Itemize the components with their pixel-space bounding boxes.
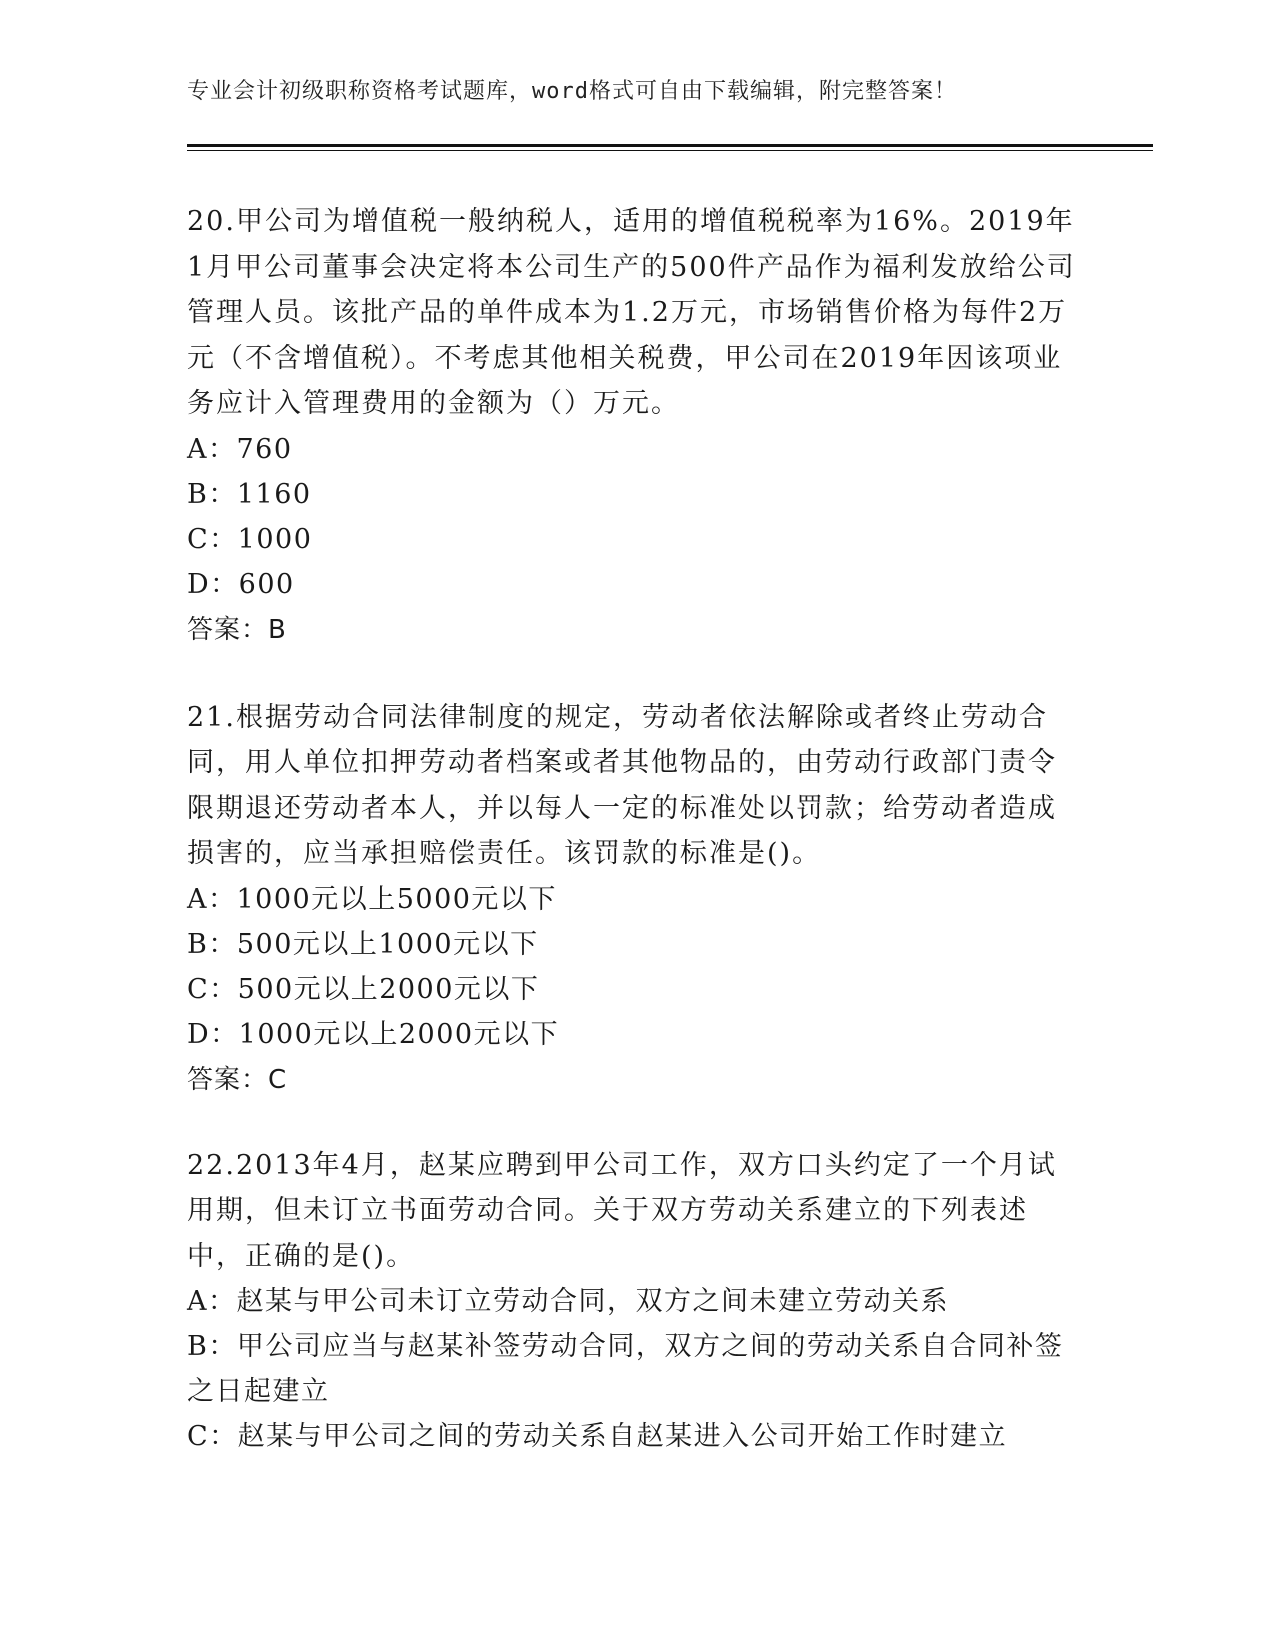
question-22 — [187, 1143, 1077, 1460]
option-c: C：500元以上2000元以下 — [187, 973, 540, 1005]
page-header: 专业会计初级职称资格考试题库，word格式可自由下载编辑，附完整答案！ — [187, 79, 957, 104]
question-spacer — [187, 1103, 1077, 1143]
option-d: D：600 — [187, 568, 295, 600]
answer-line: 答案：B — [187, 614, 287, 645]
option-b: B：1160 — [187, 478, 312, 510]
question-20 — [187, 199, 1077, 653]
option-d: D：1000元以上2000元以下 — [187, 1018, 560, 1050]
question-stem: 21.根据劳动合同法律制度的规定，劳动者依法解除或者终止劳动合同，用人单位扣押劳动者档案或者其他物品的，由劳动行政部门责令限期退还劳动者本人，并以每人一定的标准处以罚款；给劳动者造成损害的，应当承担赔偿责任。该罚款的标准是()。 — [187, 701, 1057, 869]
option-b: B：甲公司应当与赵某补签劳动合同，双方之间的劳动关系自合同补签之日起建立 — [187, 1331, 1064, 1407]
option-c: C：1000 — [187, 523, 313, 555]
option-b: B：500元以上1000元以下 — [187, 928, 539, 960]
header-divider — [187, 144, 1153, 151]
option-a: A：赵某与甲公司未订立劳动合同，双方之间未建立劳动关系 — [187, 1286, 949, 1317]
question-list — [187, 199, 1077, 1459]
option-a: A：1000元以上5000元以下 — [187, 883, 557, 915]
question-stem: 22.2013年4月，赵某应聘到甲公司工作，双方口头约定了一个月试用期，但未订立书面劳动合同。关于双方劳动关系建立的下列表述中，正确的是()。 — [187, 1149, 1057, 1272]
option-c: C：赵某与甲公司之间的劳动关系自赵某进入公司开始工作时建立 — [187, 1421, 1008, 1452]
option-a: A：760 — [187, 433, 293, 465]
answer-line: 答案：C — [187, 1064, 288, 1095]
question-21 — [187, 695, 1077, 1103]
question-spacer — [187, 653, 1077, 695]
question-stem: 20.甲公司为增值税一般纳税人，适用的增值税税率为16%。2019年1月甲公司董事会决定将本公司生产的500件产品作为福利发放给公司管理人员。该批产品的单件成本为1.2万元，市场销售价格为每件2万元（不含增值税）。不考虑其他相关税费，甲公司在2019年因该项业务应计入管理费用的金额为（）万元。 — [187, 206, 1076, 419]
